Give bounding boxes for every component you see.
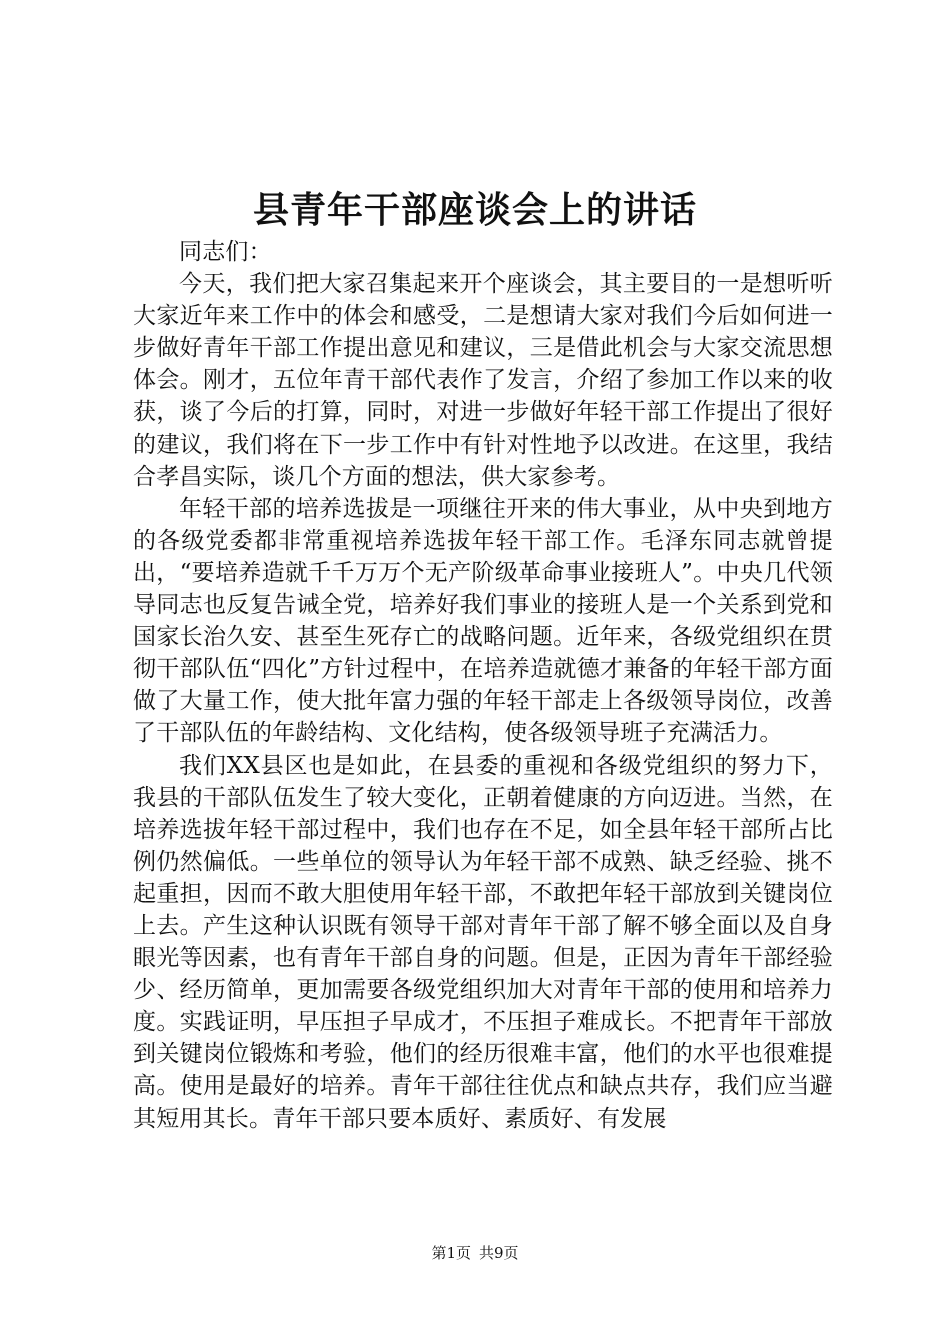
paragraph-2: 年轻干部的培养选拔是一项继往开来的伟大事业，从中央到地方的各级党委都非常重视培养选拔年轻干部工作。毛泽东同志就曾提出，“要培养造就千千万万个无产阶级革命事业接班人”。中央几代领导同志也反复告诫全党，培养好我们事业的接班人是一个关系到党和国家长治久安、甚至生死存亡的战略问题。近年来，各级党组织在贯彻干部队伍“四化”方针过程中，在培养造就德才兼备的年轻干部方面做了大量工作，使大批年富力强的年轻干部走上各级领导岗位，改善了干部队伍的年龄结构、文化结构，使各级领导班子充满活力。: [133, 495, 833, 747]
salutation: 同志们：: [179, 239, 272, 265]
document-title: 县青年干部座谈会上的讲话: [252, 189, 697, 231]
paragraph-3: 我们XX县区也是如此，在县委的重视和各级党组织的努力下，我县的干部队伍发生了较大变化，正朝着健康的方向迈进。当然，在培养选拔年轻干部过程中，我们也存在不足，如全县年轻干部所占比例仍然偏低。一些单位的领导认为年轻干部不成熟、缺乏经验、挑不起重担，因而不敢大胆使用年轻干部，不敢把年轻干部放到关键岗位上去。产生这种认识既有领导干部对青年干部了解不够全面以及自身眼光等因素，也有青年干部自身的问题。但是，正因为青年干部经验少、经历简单，更加需要各级党组织加大对青年干部的使用和培养力度。实践证明，早压担子早成才，不压担子难成长。不把青年干部放到关键岗位锻炼和考验，他们的经历很难丰富，他们的水平也很难提高。使用是最好的培养。青年干部往往优点和缺点共存，我们应当避其短用其长。青年干部只要本质好、素质好、有发展: [133, 752, 833, 1132]
page-number: 第1页: [431, 1244, 471, 1262]
page-footer: [0, 1243, 950, 1263]
paragraph-1: 今天，我们把大家召集起来开个座谈会，其主要目的一是想听听大家近年来工作中的体会和感受，二是想请大家对我们今后如何进一步做好青年干部工作提出意见和建议，三是借此机会与大家交流思想体会。刚才，五位年青干部代表作了发言，介绍了参加工作以来的收获，谈了今后的打算，同时，对进一步做好年轻干部工作提出了很好的建议，我们将在下一步工作中有针对性地予以改进。在这里，我结合孝昌实际，谈几个方面的想法，供大家参考。: [133, 271, 833, 490]
document-body: [133, 236, 833, 1135]
page-total: 共9页: [479, 1244, 519, 1262]
